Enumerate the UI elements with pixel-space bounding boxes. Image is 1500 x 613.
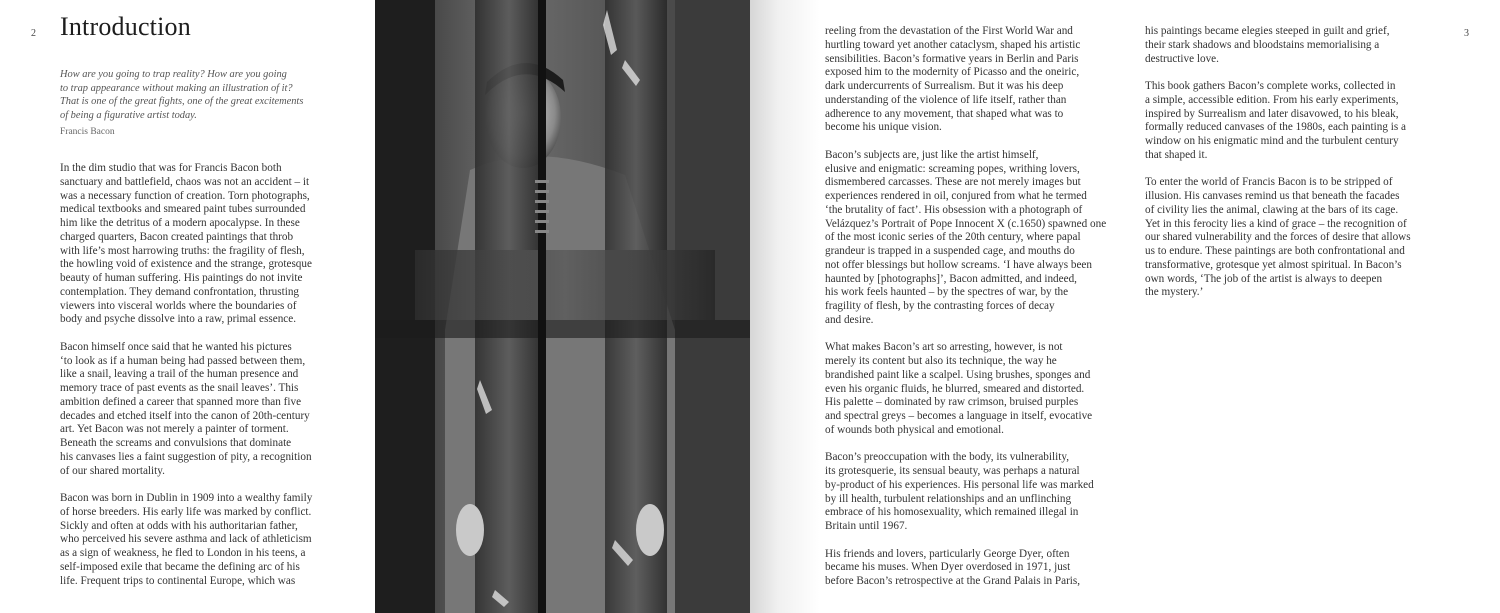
epigraph-line: That is one of the great fights, one of the great excitements xyxy=(60,96,304,108)
body-text-line: and desire. xyxy=(825,313,874,326)
body-text-line: Beneath the screams and convulsions that dominate xyxy=(60,437,292,449)
body-text-line: who perceived his severe asthma and lack of athleticism xyxy=(60,533,312,546)
body-text-line: of wounds both physical and emotional. xyxy=(825,423,1004,436)
body-text-line: Bacon himself once said that he wanted his pictures xyxy=(60,340,292,353)
body-text-line: Bacon’s preoccupation with the body, its vulnerability, xyxy=(825,451,1069,464)
body-text-line: his canvases lies a faint suggestion of pity, a recognition xyxy=(60,450,312,463)
body-text-line: was a necessary function of creation. Torn photographs, xyxy=(60,189,310,202)
body-text-line: ‘to look as if a human being had passed between them, xyxy=(60,354,306,367)
body-text-line: inspired by Surrealism and later disavowed, to his bleak, xyxy=(1145,107,1399,120)
body-text-line: the mystery.’ xyxy=(1145,286,1204,299)
body-text-line: transformative, grotesque yet almost spiritual. In Bacon’s xyxy=(1145,258,1402,271)
body-text-line: our shared vulnerability and the forces of desire that allows xyxy=(1145,231,1411,244)
body-text-line: sensibilities. Bacon’s formative years in Berlin and Paris xyxy=(825,52,1079,65)
body-text-line: that shaped it. xyxy=(1145,148,1208,161)
body-text-line: hurtling toward yet another cataclysm, shaped his artistic xyxy=(825,38,1081,51)
body-text-line: His friends and lovers, particularly George Dyer, often xyxy=(825,547,1070,560)
body-text-line: us to endure. These paintings are both confrontational and xyxy=(1145,245,1405,257)
body-text-line: beauty of human suffering. His paintings do not invite xyxy=(60,272,303,284)
artist-photograph xyxy=(375,0,750,613)
paragraph-break xyxy=(1145,163,1435,177)
body-text-line: Velázquez’s Portrait of Pope Innocent X (c.1650) spawned one xyxy=(825,217,1107,230)
body-text-line: art. Yet Bacon was not merely a painter of torment. xyxy=(60,423,289,436)
body-text-line: Britain until 1967. xyxy=(825,520,908,532)
body-text-line: him like the detritus of a modern apocalypse. In these xyxy=(60,217,300,229)
page-number-right: 3 xyxy=(1464,28,1469,39)
body-text-line: become his unique vision. xyxy=(825,121,942,134)
body-text-line: by-product of his experiences. His personal life was marked xyxy=(825,478,1094,491)
page-number-left: 2 xyxy=(31,28,36,39)
body-text-line: contemplation. They demand confrontation, thrusting xyxy=(60,285,300,298)
body-text-line: with life’s most harrowing truths: the fragility of flesh, xyxy=(60,244,305,257)
body-text-line: dismembered carcasses. These are not merely images but xyxy=(825,176,1081,189)
body-text-line: Bacon’s subjects are, just like the artist himself, xyxy=(825,148,1039,161)
body-text-line: understanding of the violence of life itself, rather than xyxy=(825,93,1067,106)
body-text-line: like a snail, leaving a trail of the human presence and xyxy=(60,368,299,381)
body-text-line: sanctuary and battlefield, chaos was not an accident – it xyxy=(60,175,310,188)
body-text-line: his paintings became elegies steeped in guilt and grief, xyxy=(1145,25,1390,37)
body-text-line: ambition defined a career that spanned more than five xyxy=(60,395,302,408)
body-text-line: their stark shadows and bloodstains memorialising a xyxy=(1145,38,1380,51)
body-text-line: of horse breeders. His early life was marked by conflict. xyxy=(60,505,312,518)
body-text-line: body and psyche dissolve into a raw, primal essence. xyxy=(60,313,297,326)
body-text-line: his work feels haunted – by the spectres of war, by the xyxy=(825,286,1069,299)
body-text-line: the howling void of existence and the strange, grotesque xyxy=(60,258,312,271)
body-text-line: as a sign of weakness, he fled to London in his teens, a xyxy=(60,547,306,559)
body-column-2 xyxy=(825,25,1115,589)
body-text-line: haunted by [photographs]’, Bacon admitted, and indeed, xyxy=(825,272,1077,285)
body-text-line: Sickly and often at odds with his authoritarian father, xyxy=(60,519,298,532)
body-text-line: of our shared mortality. xyxy=(60,464,165,477)
body-text-line: charged quarters, Bacon created paintings that throb xyxy=(60,230,294,243)
body-text-line: This book gathers Bacon’s complete works, collected in xyxy=(1145,80,1396,92)
body-text-line: memory trace of past events as the snail leaves’. This xyxy=(60,382,299,394)
body-text-line: exposed him to the modernity of Picasso and the oneiric, xyxy=(825,66,1080,79)
body-text-line: merely its content but also its technique, the way he xyxy=(825,355,1057,367)
paragraph-break xyxy=(60,478,350,492)
body-text-line: ‘the brutality of fact’. His obsession with a photograph of xyxy=(825,203,1083,216)
body-text-line: window on his enigmatic mind and the turbulent century xyxy=(1145,135,1399,147)
body-text-line: even his organic fluids, he blurred, smeared and distorted. xyxy=(825,382,1085,395)
body-text-line: formally reduced canvases of the 1980s, each painting is a xyxy=(1145,121,1406,134)
paragraph-break xyxy=(60,327,350,341)
body-text-line: To enter the world of Francis Bacon is to be stripped of xyxy=(1145,176,1393,189)
body-text-line: decades and etched itself into the canon of 20th-century xyxy=(60,409,310,422)
epigraph-attribution: Francis Bacon xyxy=(60,127,115,137)
body-text-line: grandeur is trapped in a suspended cage, and mouths do xyxy=(825,245,1075,257)
body-text-line: What makes Bacon’s art so arresting, however, is not xyxy=(825,341,1063,354)
epigraph-line: to trap appearance without making an illustration of it? xyxy=(60,82,293,94)
body-text-line: adherence to any movement, that shaped what was to xyxy=(825,107,1064,120)
body-column-1 xyxy=(60,162,350,588)
body-text-line: life. Frequent trips to continental Europe, which was xyxy=(60,574,296,587)
paragraph-break xyxy=(1145,66,1435,80)
body-text-line: fragility of flesh, by the contrasting forces of decay xyxy=(825,300,1055,312)
chapter-heading: Introduction xyxy=(60,12,191,41)
paragraph-break xyxy=(825,534,1115,548)
paragraph-break xyxy=(825,328,1115,342)
paragraph-break xyxy=(825,135,1115,149)
body-text-line: of the most iconic series of the 20th century, where papal xyxy=(825,231,1081,244)
paragraph-break xyxy=(825,438,1115,452)
body-text-line: elusive and enigmatic: screaming popes, writhing lovers, xyxy=(825,162,1080,175)
body-text-line: In the dim studio that was for Francis Bacon both xyxy=(60,162,282,174)
body-text-line: and spectral greys – becomes a language in itself, evocative xyxy=(825,410,1093,422)
body-text-line: self-imposed exile that became the defining arc of his xyxy=(60,560,300,573)
body-text-line: became his muses. When Dyer overdosed in 1971, just xyxy=(825,561,1071,574)
body-text-line: medical textbooks and smeared paint tubes surrounded xyxy=(60,203,306,216)
body-text-line: own words, ‘The job of the artist is always to deepen xyxy=(1145,272,1383,285)
body-text-line: of civility lies the animal, clawing at the bars of its cage. xyxy=(1145,203,1399,216)
body-text-line: Yet in this ferocity lies a kind of grace – the recognition of xyxy=(1145,217,1407,230)
epigraph-line: of being a figurative artist today. xyxy=(60,109,197,121)
body-text-line: His palette – dominated by raw crimson, bruised purples xyxy=(825,396,1079,409)
epigraph-quote xyxy=(60,68,360,122)
body-text-line: embrace of his homosexuality, which remained illegal in xyxy=(825,506,1079,519)
body-text-line: a simple, accessible edition. From his early experiments, xyxy=(1145,93,1399,106)
body-text-line: experiences rendered in oil, conjured from what he termed xyxy=(825,190,1087,202)
body-text-line: its grotesquerie, its sensual beauty, was perhaps a natural xyxy=(825,465,1080,477)
body-column-3 xyxy=(1145,25,1435,300)
epigraph-line: How are you going to trap reality? How are you going xyxy=(60,69,287,80)
body-text-line: destructive love. xyxy=(1145,52,1219,65)
body-text-line: not offer blessings but hollow screams. ‘I have always been xyxy=(825,258,1092,271)
body-text-line: dark undercurrents of Surrealism. But it was his deep xyxy=(825,80,1064,92)
body-text-line: brandished paint like a scalpel. Using brushes, sponges and xyxy=(825,368,1091,381)
body-text-line: reeling from the devastation of the First World War and xyxy=(825,25,1073,37)
body-text-line: by ill health, turbulent relationships and an unflinching xyxy=(825,492,1072,505)
body-text-line: Bacon was born in Dublin in 1909 into a wealthy family xyxy=(60,492,313,504)
body-text-line: viewers into visceral worlds where the boundaries of xyxy=(60,299,297,312)
body-text-line: before Bacon’s retrospective at the Grand Palais in Paris, xyxy=(825,575,1081,587)
body-text-line: illusion. His canvases remind us that beneath the facades xyxy=(1145,190,1400,202)
